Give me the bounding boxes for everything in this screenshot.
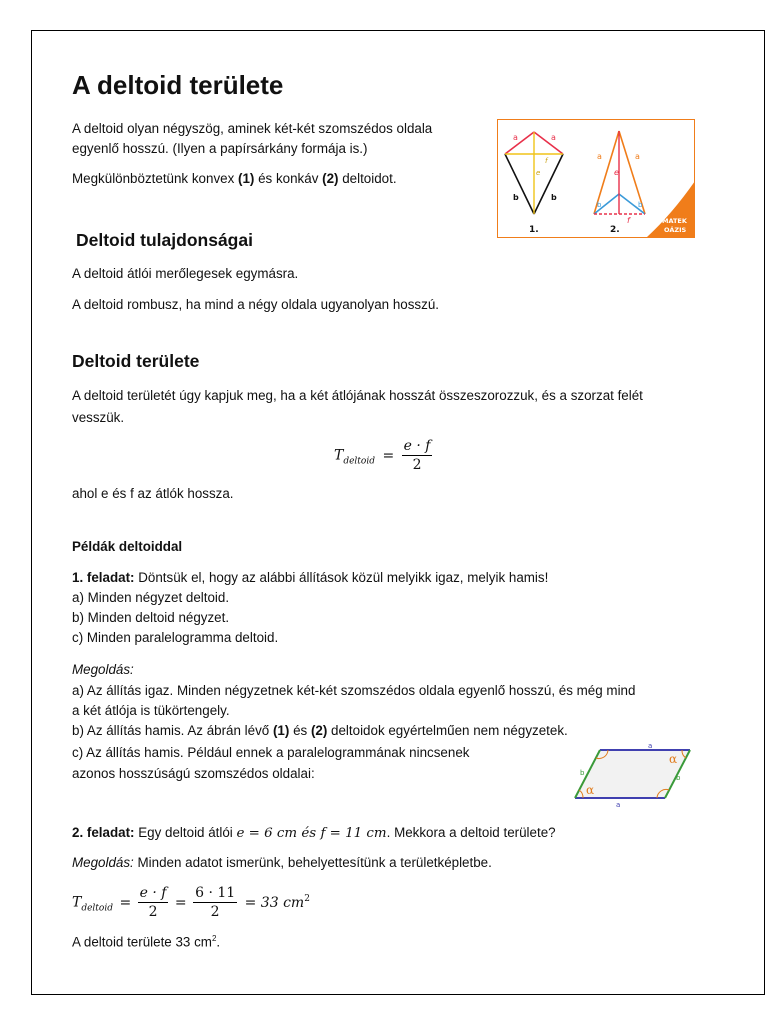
solution-c-line-2: azonos hosszúságú szomszédos oldalai:: [72, 766, 315, 781]
page-title: A deltoid területe: [72, 70, 284, 100]
area-text-line-1: A deltoid területét úgy kapjuk meg, ha a két átlójának hosszát összeszorozzuk, és a szorzat felét: [72, 388, 643, 403]
task1-item-a: a) Minden négyzet deltoid.: [72, 590, 230, 605]
parallelogram-figure: [570, 738, 695, 808]
label-b-left: b: [580, 769, 585, 777]
label-alpha-top-right: α: [669, 752, 678, 766]
label-a-left-2: a: [597, 152, 602, 161]
label-e-2: e: [614, 168, 619, 177]
label-b-right-2: b: [638, 201, 643, 209]
label-a-right-2: a: [635, 152, 640, 161]
task2-calculation: $T_{deltoid}$ = $\frac{e \cdot f}{2}$ = $\frac{6 \cdot 11}{2}$ = 33 $cm^2$: [72, 885, 310, 920]
solution-a-line-1: a) Az állítás igaz. Minden négyzetnek két-két szomszédos oldala egyenlő hosszú, és még mind: [72, 683, 636, 698]
task2-answer: A deltoid területe 33 $cm^2$.: [72, 934, 221, 950]
property-2: A deltoid rombusz, ha mind a négy oldala ugyanolyan hosszú.: [72, 297, 439, 312]
label-a-right-1: a: [551, 133, 556, 142]
property-1: A deltoid átlói merőlegesek egymásra.: [72, 266, 299, 281]
task2-statement: 2. feladat: Egy deltoid átlói e = 6 cm és f = 11 cm. Mekkora a deltoid területe?: [72, 825, 556, 841]
label-b-left-1: b: [513, 193, 519, 202]
heading-properties: Deltoid tulajdonságai: [76, 230, 253, 250]
label-e-1: e: [536, 169, 541, 177]
label-b-right-1: b: [551, 193, 557, 202]
logo-text-2: OÁZIS: [664, 226, 687, 234]
label-b-left-2: b: [597, 201, 602, 209]
examples-heading: Példák deltoiddal: [72, 539, 183, 554]
solution-a-line-2: a két átlója is tükörtengely.: [72, 703, 230, 718]
solution-c-line-1: c) Az állítás hamis. Például ennek a paralelogrammának nincsenek: [72, 745, 470, 760]
logo-text-1: MATEK: [662, 217, 687, 225]
label-a-left-1: a: [513, 133, 518, 142]
figure-label-2: 2.: [610, 225, 620, 235]
figure-label-1: 1.: [529, 225, 539, 235]
solution-b: b) Az állítás hamis. Az ábrán lévő (1) és (2) deltoidok egyértelműen nem négyzetek.: [72, 723, 568, 738]
area-formula: $T_{deltoid}$ = $\frac{e \cdot f}{2}$: [334, 438, 431, 473]
task1-item-b: b) Minden deltoid négyzet.: [72, 610, 230, 625]
task1-statement: 1. feladat: Döntsük el, hogy az alábbi állítások közül melyikk igaz, melyik hamis!: [72, 570, 549, 585]
area-text-line-2: vesszük.: [72, 410, 125, 425]
label-alpha-bottom-left: α: [586, 783, 595, 797]
task1-item-c: c) Minden paralelogramma deltoid.: [72, 630, 279, 645]
diagonal-note: ahol e és f az átlók hossza.: [72, 486, 234, 501]
heading-area: Deltoid területe: [72, 351, 200, 371]
label-a-top: a: [648, 742, 653, 750]
label-f-2: f: [627, 216, 630, 225]
task2-solution: Megoldás: Minden adatot ismerünk, behelyettesítünk a területképletbe.: [72, 855, 492, 870]
intro-line-3: Megkülönböztetünk konvex (1) és konkáv (2) deltoidot.: [72, 171, 397, 186]
label-b-right: b: [676, 774, 681, 782]
intro-line-2: egyenlő hosszú. (Ilyen a papírsárkány formája is.): [72, 141, 368, 156]
label-f-1: f: [545, 157, 548, 165]
intro-line-1: A deltoid olyan négyszög, aminek két-két szomszédos oldala: [72, 121, 433, 136]
label-a-bottom: a: [616, 801, 621, 808]
deltoid-figure: [497, 119, 695, 238]
task1-solution-label: Megoldás:: [72, 662, 134, 677]
